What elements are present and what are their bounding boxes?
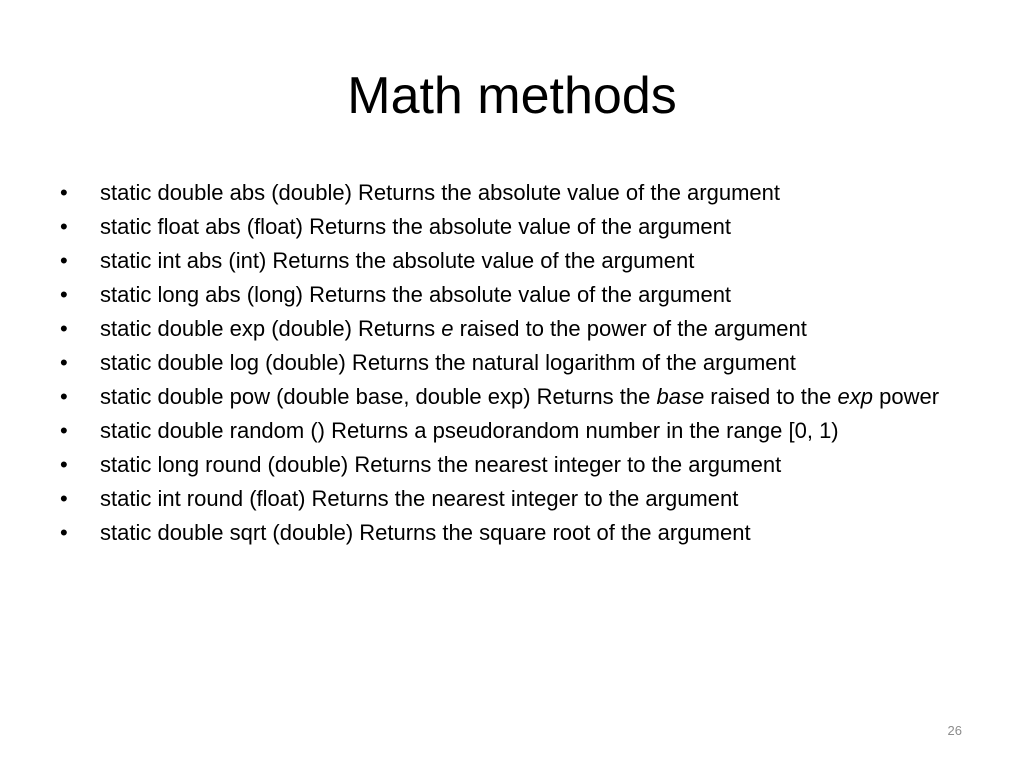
bullet-text: static double log (double) Returns the natural logarithm of the argument — [100, 350, 796, 375]
slide-title: Math methods — [347, 67, 677, 125]
bullet-text: static double abs (double) Returns the absolute value of the argument — [100, 180, 780, 205]
bullet-item — [58, 350, 968, 376]
bullet-item — [58, 486, 968, 512]
bullet-text: static double pow (double base, double exp) Returns the — [100, 384, 657, 409]
bullet-item — [58, 248, 968, 274]
bullet-item — [58, 418, 968, 444]
bullet-dot-icon: • — [60, 520, 68, 545]
bullet-dot-icon: • — [60, 248, 68, 273]
bullet-item — [58, 520, 968, 546]
bullet-dot-icon: • — [60, 180, 68, 205]
bullet-item — [58, 452, 968, 478]
bullet-text: static int abs (int) Returns the absolute value of the argument — [100, 248, 695, 273]
bullet-item — [58, 214, 968, 240]
bullet-text: static double sqrt (double) Returns the square root of the argument — [100, 520, 751, 545]
bullet-dot-icon: • — [60, 214, 68, 239]
bullet-text: power — [872, 384, 940, 409]
bullet-text-italic: exp — [837, 384, 873, 409]
bullet-dot-icon: • — [60, 350, 68, 375]
bullet-text: raised to the power of the argument — [453, 316, 807, 341]
bullet-text: raised to the — [704, 384, 838, 409]
bullet-text: static double exp (double) Returns — [100, 316, 442, 341]
bullet-text: static long round (double) Returns the nearest integer to the argument — [100, 452, 782, 477]
bullet-item — [58, 384, 968, 410]
bullet-item — [58, 316, 968, 342]
bullet-dot-icon: • — [60, 452, 68, 477]
bullet-dot-icon: • — [60, 486, 68, 511]
bullet-text: static long abs (long) Returns the absolute value of the argument — [100, 282, 732, 307]
slide-number: 26 — [947, 723, 962, 738]
bullet-text: static double random () Returns a pseudorandom number in the range [0, 1) — [100, 418, 839, 443]
bullet-dot-icon: • — [60, 418, 68, 443]
bullet-list — [58, 180, 968, 554]
bullet-text-italic: base — [656, 384, 705, 409]
bullet-text-italic: e — [441, 316, 454, 341]
bullet-item — [58, 282, 968, 308]
bullet-text: static int round (float) Returns the nearest integer to the argument — [100, 486, 739, 511]
bullet-dot-icon: • — [60, 282, 68, 307]
bullet-dot-icon: • — [60, 384, 68, 409]
bullet-text: static float abs (float) Returns the absolute value of the argument — [100, 214, 732, 239]
bullet-item — [58, 180, 968, 206]
bullet-dot-icon: • — [60, 316, 68, 341]
